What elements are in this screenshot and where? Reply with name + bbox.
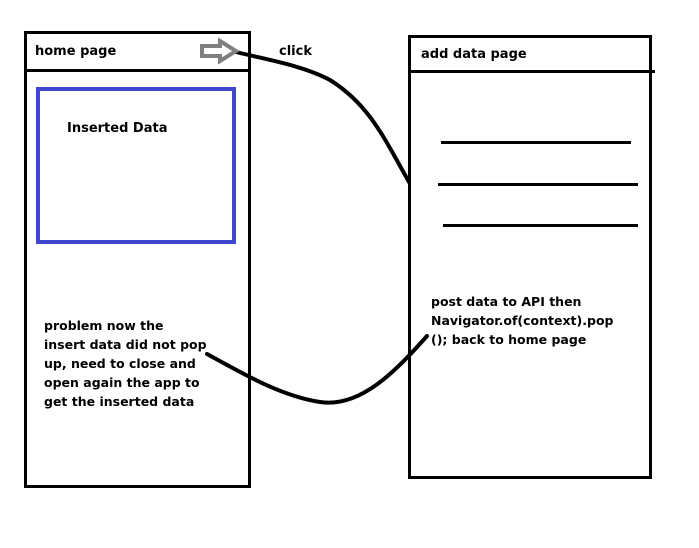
right-arrow-icon[interactable] xyxy=(202,41,236,61)
add-data-page-title: add data page xyxy=(421,47,527,62)
click-label: click xyxy=(279,44,312,59)
post-data-note: post data to API then Navigator.of(context).pop (); back to home page xyxy=(431,294,614,347)
home-page-title: home page xyxy=(35,44,117,59)
pop-return-connector-curve xyxy=(207,336,427,403)
navigation-connector-curve xyxy=(228,50,409,182)
problem-note: problem now the insert data did not pop up, need to close and open again the app to get the inserted data xyxy=(44,318,207,409)
inserted-data-label: Inserted Data xyxy=(67,121,168,136)
